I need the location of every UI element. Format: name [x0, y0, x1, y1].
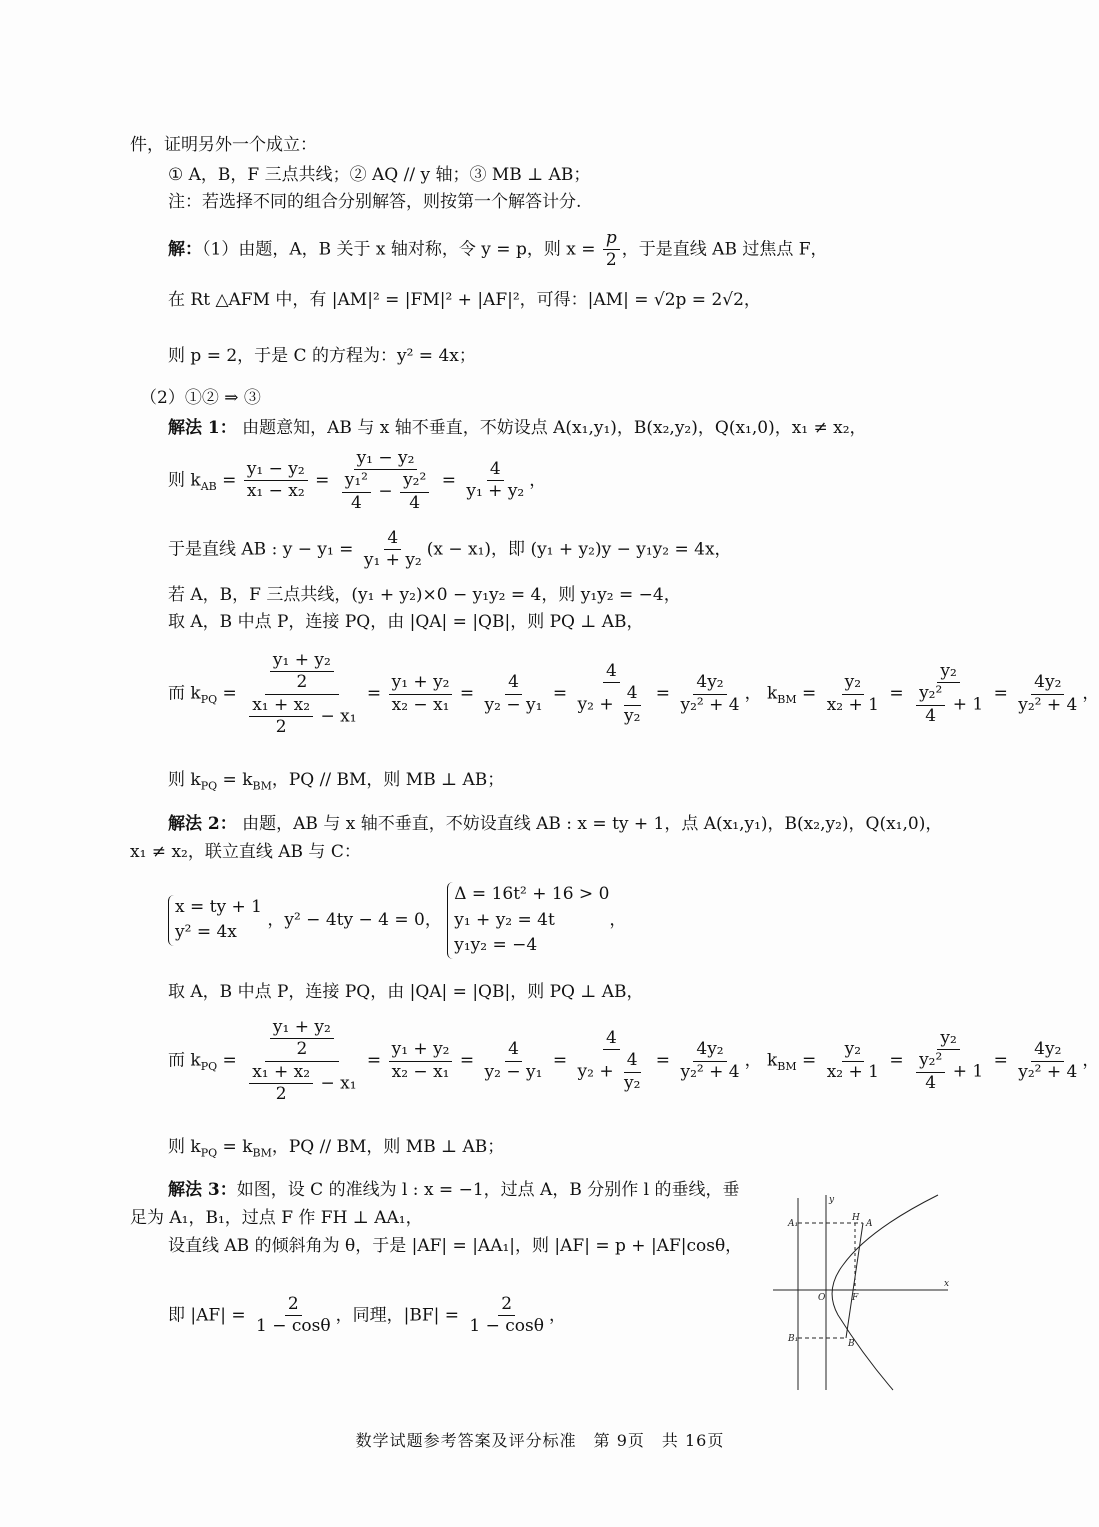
method3-line1: 解法 3：如图，设 C 的准线为 l : x = −1，过点 A，B 分别作 l 的垂线，垂 — [168, 1180, 740, 1200]
label-b1: B₁ — [788, 1334, 799, 1344]
part2-heading: （2）①② ⇒ ③ — [140, 388, 261, 408]
part1-line3: 则 p = 2，于是 C 的方程为：y² = 4x； — [168, 346, 476, 366]
label-x: x — [944, 1279, 950, 1289]
part1-text-a: （1）由题，A，B 关于 x 轴对称，令 y = p，则 x = — [202, 239, 596, 260]
parabola-figure — [768, 1190, 953, 1395]
conclusion-line-2: 则 $k_{PQ} = k_{BM}$，PQ // BM，则 MB ⊥ AB； — [168, 1137, 505, 1160]
conclusion-line-1: 则 $k_{PQ} = k_{BM}$，PQ // BM，则 MB ⊥ AB； — [168, 770, 505, 793]
line-ab-equation: 于是直线 AB : y − y₁ = $\frac{4}{\text{y₁ + y₂}}$ (x − x₁)，即 (y₁ + y₂)y − y₁y₂ = 4x， — [168, 528, 732, 571]
method2-text: 由题，AB 与 x 轴不垂直，不妨设直线 AB : x = ty + 1，点 A(x₁,y₁)，B(x₂,y₂)，Q(x₁,0)， — [242, 814, 943, 834]
slope-pq-formula-1: 而 $k_{PQ}$ = $\frac{\text{y₁ + y₂}}{2}$ $\frac{\text{x₁ + x₂}}{2}$ − x₁ = $\frac{\text{y₁ + y₂}}{\text{x₂ − x₁}}$ = $\frac{4}{\text{y₂ − y₁}}$ = 4 y₂ + $\frac{4}{\text{y₂}}$ = $\frac{\text{4y₂}}{\text{y₂² + 4}}$ ， $k_{BM}$ = $\frac{\text{y₂}}{\text{x₂ + 1}}$ = y₂ $\frac{\text{y₂²}}{4}$ + 1 = $\frac{\text{4y₂}}{\text{y₂² + 4}}$ ， — [168, 650, 1099, 737]
method3-line2: 足为 A₁，B₁，过点 F 作 FH ⊥ AA₁， — [130, 1208, 423, 1228]
method3-line4: 即 |AF| = $\frac{2}{1 - \cos\theta}$ ，同理，|BF| = $\frac{2}{1 - \cos\theta}$ ， — [168, 1294, 566, 1337]
method3-line3: 设直线 AB 的倾斜角为 θ，于是 |AF| = |AA₁|，则 |AF| = p + |AF|cosθ， — [168, 1236, 743, 1256]
method2-title: 解法 2： — [168, 814, 237, 834]
label-h: H — [852, 1213, 860, 1223]
chord-ab — [846, 1223, 863, 1338]
solution-label: 解： — [168, 239, 202, 260]
label-a1: A₁ — [788, 1219, 799, 1229]
part1-text-b: ，于是直线 AB 过焦点 F， — [621, 239, 828, 260]
fraction-p-over-2: $\frac{p}{2}$ — [603, 228, 620, 272]
label-a: A — [866, 1219, 873, 1229]
method2-line1 — [168, 814, 942, 834]
midpoint-line-2: 取 A，B 中点 P，连接 PQ，由 |QA| = |QB|，则 PQ ⊥ AB， — [168, 982, 644, 1002]
slope-ab-formula: 则 $k_{AB}$ = $\frac{\text{y₁ − y₂}}{\text{x₁ − x₂}}$ = y₁ − y₂ $\frac{\text{y₁²}}{4}$ − $\frac{\text{y₂²}}{4}$ = $\frac{4}{\text{y₁ + y₂}}$ ， — [168, 448, 547, 513]
part1-line2: 在 Rt △AFM 中，有 |AM|² = |FM|² + |AF|²，可得：|AM| = √2p = 2√2， — [168, 290, 761, 310]
method2-line2: x₁ ≠ x₂，联立直线 AB 与 C： — [130, 842, 361, 862]
label-b: B — [848, 1339, 855, 1349]
system-brace-2: Δ = 16t² + 16 > 0 y₁ + y₂ = 4t y₁y₂ = −4 — [447, 882, 609, 959]
part1-line1 — [168, 228, 828, 272]
note-line: 注：若选择不同的组合分别解答，则按第一个解答计分. — [168, 192, 582, 212]
label-f: F — [852, 1293, 859, 1303]
label-y: y — [829, 1195, 835, 1205]
method3-title: 解法 3： — [168, 1180, 237, 1200]
label-o: O — [818, 1293, 826, 1303]
intro-line: 件，证明另外一个成立： — [130, 135, 317, 155]
midpoint-line-1: 取 A，B 中点 P，连接 PQ，由 |QA| = |QB|，则 PQ ⊥ AB， — [168, 612, 644, 632]
method1-text: 由题意知，AB 与 x 轴不垂直，不妨设点 A(x₁,y₁)，B(x₂,y₂)，Q(x₁,0)，x₁ ≠ x₂， — [242, 418, 867, 438]
method1-title: 解法 1： — [168, 418, 237, 438]
collinear-line: 若 A，B，F 三点共线，(y₁ + y₂)×0 − y₁y₂ = 4，则 y₁y₂ = −4， — [168, 585, 681, 605]
slope-pq-formula-2: 而 $k_{PQ}$ = $\frac{\text{y₁ + y₂}}{2}$ $\frac{\text{x₁ + x₂}}{2}$ − x₁ = $\frac{\text{y₁ + y₂}}{\text{x₂ − x₁}}$ = $\frac{4}{\text{y₂ − y₁}}$ = 4 y₂ + $\frac{4}{\text{y₂}}$ = $\frac{\text{4y₂}}{\text{y₂² + 4}}$ ， $k_{BM}$ = $\frac{\text{y₂}}{\text{x₂ + 1}}$ = y₂ $\frac{\text{y₂²}}{4}$ + 1 = $\frac{\text{4y₂}}{\text{y₂² + 4}}$ ， — [168, 1017, 1099, 1104]
method1-line1 — [168, 418, 867, 438]
conditions-line: ① A，B，F 三点共线；② AQ // y 轴；③ MB ⊥ AB； — [168, 165, 591, 185]
parabola-curve — [832, 1195, 938, 1390]
page-footer: 数学试题参考答案及评分标准 第 9页 共 16页 — [355, 1431, 725, 1450]
system-brace-1: x = ty + 1 y² = 4x — [168, 895, 262, 946]
method2-system: x = ty + 1 y² = 4x ，y² − 4ty − 4 = 0， Δ = 16t² + 16 > 0 y₁ + y₂ = 4t y₁y₂ = −4， — [168, 882, 626, 959]
